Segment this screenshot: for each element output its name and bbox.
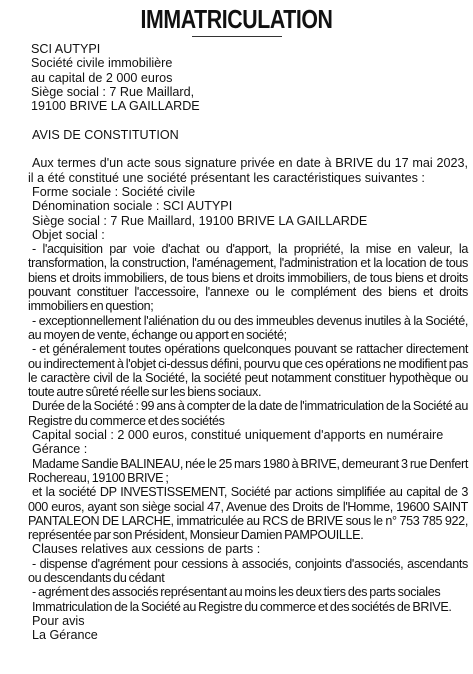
notice-title: AVIS DE CONSTITUTION: [32, 127, 179, 142]
objet-item-1: - l'acquisition par voie d'achat ou d'apport, la propriété, la mise en valeur, la transformation, la construction, l'aménagement, l'administration et la location de tous biens et droits immobiliers, de tous biens et droits immobiliers, de tous biens et droits pouvant constituer l'accessoire, l'annexe ou le complément des biens et droits immobiliers en question;: [28, 242, 468, 314]
notice-content: [28, 42, 468, 642]
company-capital: au capital de 2 000 euros: [31, 70, 173, 85]
clause-2: - agrément des associés représentant au moins les deux tiers des parts sociales: [32, 585, 441, 600]
objet-social-label: Objet social :: [32, 227, 105, 242]
company-form: Société civile immobilière: [31, 56, 173, 71]
duree-paragraph: Durée de la Société : 99 ans à compter de la date de l'immatriculation de la Société au Registre du commerce et des sociétés: [28, 399, 468, 428]
company-city: 19100 BRIVE LA GAILLARDE: [31, 99, 200, 114]
page-title: IMMATRICULATION: [140, 4, 333, 34]
capital-social: Capital social : 2 000 euros, constitué uniquement d'apports en numéraire: [32, 428, 444, 443]
company-address: Siège social : 7 Rue Maillard,: [31, 84, 195, 99]
gerance-label: Gérance :: [32, 442, 88, 457]
gerant-1: Madame Sandie BALINEAU, née le 25 mars 1980 à BRIVE, demeurant 3 rue Denfert Rochereau, 19100 BRIVE ;: [28, 456, 468, 485]
pour-avis: Pour avis: [32, 613, 85, 628]
immatriculation-paragraph: Immatriculation de la Société au Registre du commerce et des sociétés de BRIVE.: [32, 599, 452, 614]
intro-paragraph: Aux termes d'un acte sous signature privée en date à BRIVE du 17 mai 2023, il a été constitué une société présentant les caractéristiques suivantes :: [28, 156, 468, 185]
signature: La Gérance: [32, 628, 98, 643]
objet-item-2: - exceptionnellement l'aliénation du ou des immeubles devenus inutiles à la Société, au moyen de vente, échange ou apport en société;: [28, 313, 468, 342]
siege-social: Siège social : 7 Rue Maillard, 19100 BRIVE LA GAILLARDE: [32, 213, 368, 228]
company-name: SCI AUTYPI: [31, 42, 101, 56]
forme-sociale: Forme sociale : Société civile: [32, 184, 196, 199]
title-underline: [192, 36, 282, 37]
clause-1: - dispense d'agrément pour cessions à associés, conjoints d'associés, ascendants ou descendants du cédant: [28, 556, 468, 585]
objet-item-3: - et généralement toutes opérations quelconques pouvant se rattacher directement ou indirectement à l'objet ci-dessus défini, pourvu que ces opérations ne modifient pas le caractère civil de la Société, la société peut notamment constituer hypothèque ou toute autre sûreté réelle sur les biens sociaux.: [28, 342, 468, 400]
denomination-sociale: Dénomination sociale : SCI AUTYPI: [32, 199, 233, 214]
company-block: [28, 42, 468, 113]
gerant-2: et la société DP INVESTISSEMENT, Société par actions simplifiée au capital de 3 000 euros, ayant son siège social 47, Avenue des Droits de l'Homme, 19600 SAINT PANTALEON DE LARCHE, immatriculée au RCS de BRIVE sous le n° 753 785 922, représentée par son Président, Monsieur Damien PAMPOUILLE.: [28, 485, 468, 543]
clauses-label: Clauses relatives aux cessions de parts :: [32, 542, 261, 557]
